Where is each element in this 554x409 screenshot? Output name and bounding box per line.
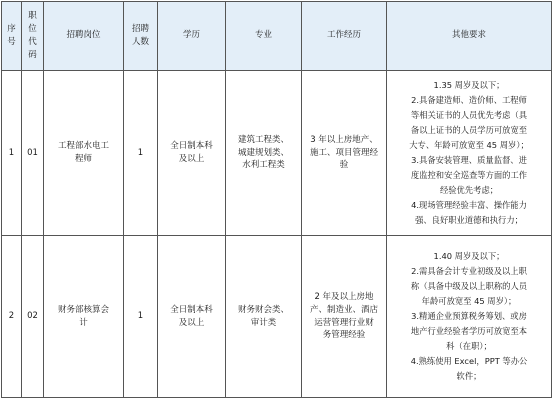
requirement-line: 地产行业经验者学历可放宽至本 [410,326,528,336]
header-experience: 工作经历 [302,2,387,71]
header-position: 招聘岗位 [44,2,124,71]
cell-education: 全日制本科 及以上 [158,71,226,236]
requirement-line: 2.需具备会计专业初级及以上职 [411,266,527,276]
cell-position: 财务部核算会 计 [44,236,124,398]
requirement-line: 年龄可放宽至 45 周岁）； [421,296,517,306]
table-row [2,236,552,398]
header-requirements: 其他要求 [387,2,552,71]
requirement-line: 1.35 周岁及以下； [433,80,505,90]
cell-major: 财务财会类、 审计类 [226,236,302,398]
cell-requirements [387,71,552,236]
requirement-line: 1.40 周岁及以下； [433,251,505,261]
requirement-line: 度监控和安全巡查等方面的工作 [410,170,528,180]
table-row [2,71,552,236]
requirement-line: 3.精通企业预算税务筹划、或房 [411,311,527,321]
requirement-line: 2.具备建造师、造价师、工程师 [411,95,527,105]
header-seq: 序 号 [2,2,22,71]
cell-position: 工程部水电工 程师 [44,71,124,236]
header-count: 招聘 人数 [124,2,158,71]
cell-requirements [387,236,552,398]
cell-code: 02 [22,236,44,398]
requirement-line: 大专、年龄可放宽至 45 周岁）； [409,140,529,150]
cell-count: 1 [124,71,158,236]
requirement-line: 备以上证书的人员学历可放宽至 [410,125,528,135]
cell-seq: 1 [2,71,22,236]
recruitment-table [1,1,552,398]
header-major: 专业 [226,2,302,71]
requirement-line: 称（具备中级及以上职称的人员 [410,281,528,291]
requirement-line: 强、良好职业道德和执行力； [415,215,523,225]
cell-education: 全日制本科 及以上 [158,236,226,398]
cell-experience: 3 年以上房地产、 施工、项目管理经 验 [302,71,387,236]
requirement-line: 经验优先考虑； [439,185,499,195]
requirement-line: 4.熟练使用 Excel，PPT 等办公 [410,356,528,366]
cell-experience: 2 年及以上房地 产、制造业、酒店 运营管理行业财 务管理经验 [302,236,387,398]
cell-count: 1 [124,236,158,398]
header-education: 学历 [158,2,226,71]
requirement-line: 软件； [456,371,482,381]
header-code: 职 位 代 码 [22,2,44,71]
cell-code: 01 [22,71,44,236]
cell-seq: 2 [2,236,22,398]
requirement-line: 科（在职）； [446,341,492,351]
cell-major: 建筑工程类、 城建规划类、 水利工程类 [226,71,302,236]
header-row [2,2,552,71]
requirement-line: 3.具备安装管理、质量监督、进 [411,155,527,165]
requirement-line: 4.现场管理经验丰富、操作能力 [411,200,527,210]
requirement-line: 等相关证书的人员优先考虑（具 [410,110,528,120]
